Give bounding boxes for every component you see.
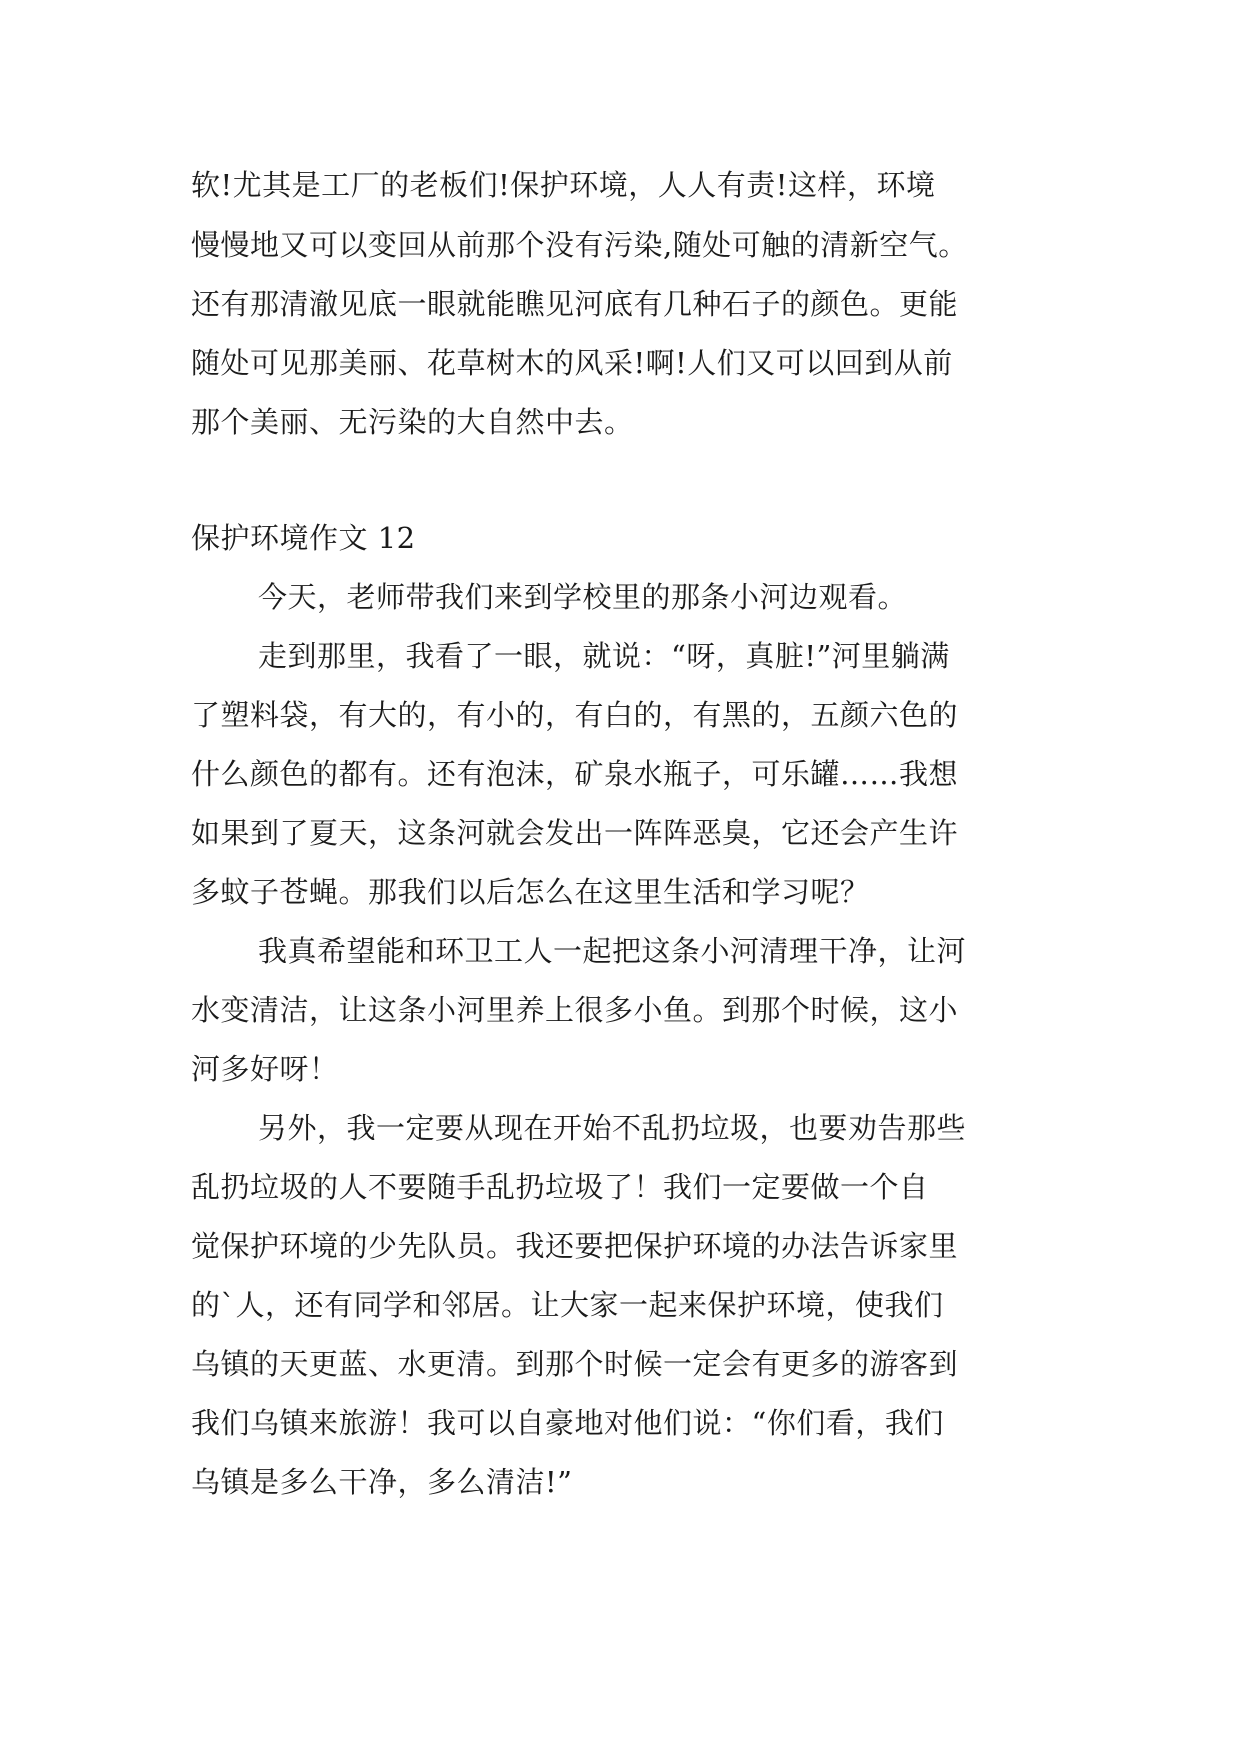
text-line: 还有那清澈见底一眼就能瞧见河底有几种石子的颜色。更能: [191, 287, 959, 321]
paragraph-line: 我真希望能和环卫工人一起把这条小河清理干净，让河: [258, 934, 967, 968]
paragraph-line: 觉保护环境的少先队员。我还要把保护环境的办法告诉家里: [191, 1229, 959, 1263]
text-line: 慢慢地又可以变回从前那个没有污染,随处可触的清新空气。: [191, 228, 968, 262]
paragraph-line: 了塑料袋，有大的，有小的，有白的，有黑的，五颜六色的: [191, 698, 959, 732]
text-line: 软!尤其是工厂的老板们!保护环境，人人有责!这样，环境: [191, 168, 936, 202]
paragraph-line: 乱扔垃圾的人不要随手乱扔垃圾了！我们一定要做一个自: [191, 1170, 929, 1204]
paragraph-line: 的`人，还有同学和邻居。让大家一起来保护环境，使我们: [191, 1288, 944, 1322]
paragraph-line: 乌镇的天更蓝、水更清。到那个时候一定会有更多的游客到: [191, 1347, 959, 1381]
paragraph-line: 我们乌镇来旅游！我可以自豪地对他们说：“你们看，我们: [191, 1406, 944, 1440]
paragraph-line: 河多好呀！: [191, 1052, 339, 1086]
paragraph-line: 走到那里，我看了一眼，就说：“呀，真脏!”河里躺满: [258, 639, 950, 673]
paragraph-line: 如果到了夏天，这条河就会发出一阵阵恶臭，它还会产生许: [191, 816, 959, 850]
text-line: 那个美丽、无污染的大自然中去。: [191, 405, 634, 439]
paragraph-line: 什么颜色的都有。还有泡沫，矿泉水瓶子，可乐罐……我想: [191, 757, 959, 791]
section-title: 保护环境作文 12: [191, 521, 416, 555]
paragraph-line: 乌镇是多么干净，多么清洁!”: [191, 1465, 573, 1499]
paragraph-line: 今天，老师带我们来到学校里的那条小河边观看。: [258, 580, 908, 614]
paragraph-line: 多蚊子苍蝇。那我们以后怎么在这里生活和学习呢？: [191, 875, 870, 909]
paragraph-line: 另外，我一定要从现在开始不乱扔垃圾，也要劝告那些: [258, 1111, 967, 1145]
paragraph-line: 水变清洁，让这条小河里养上很多小鱼。到那个时候，这小: [191, 993, 959, 1027]
text-line: 随处可见那美丽、花草树木的风采!啊!人们又可以回到从前: [191, 346, 953, 380]
